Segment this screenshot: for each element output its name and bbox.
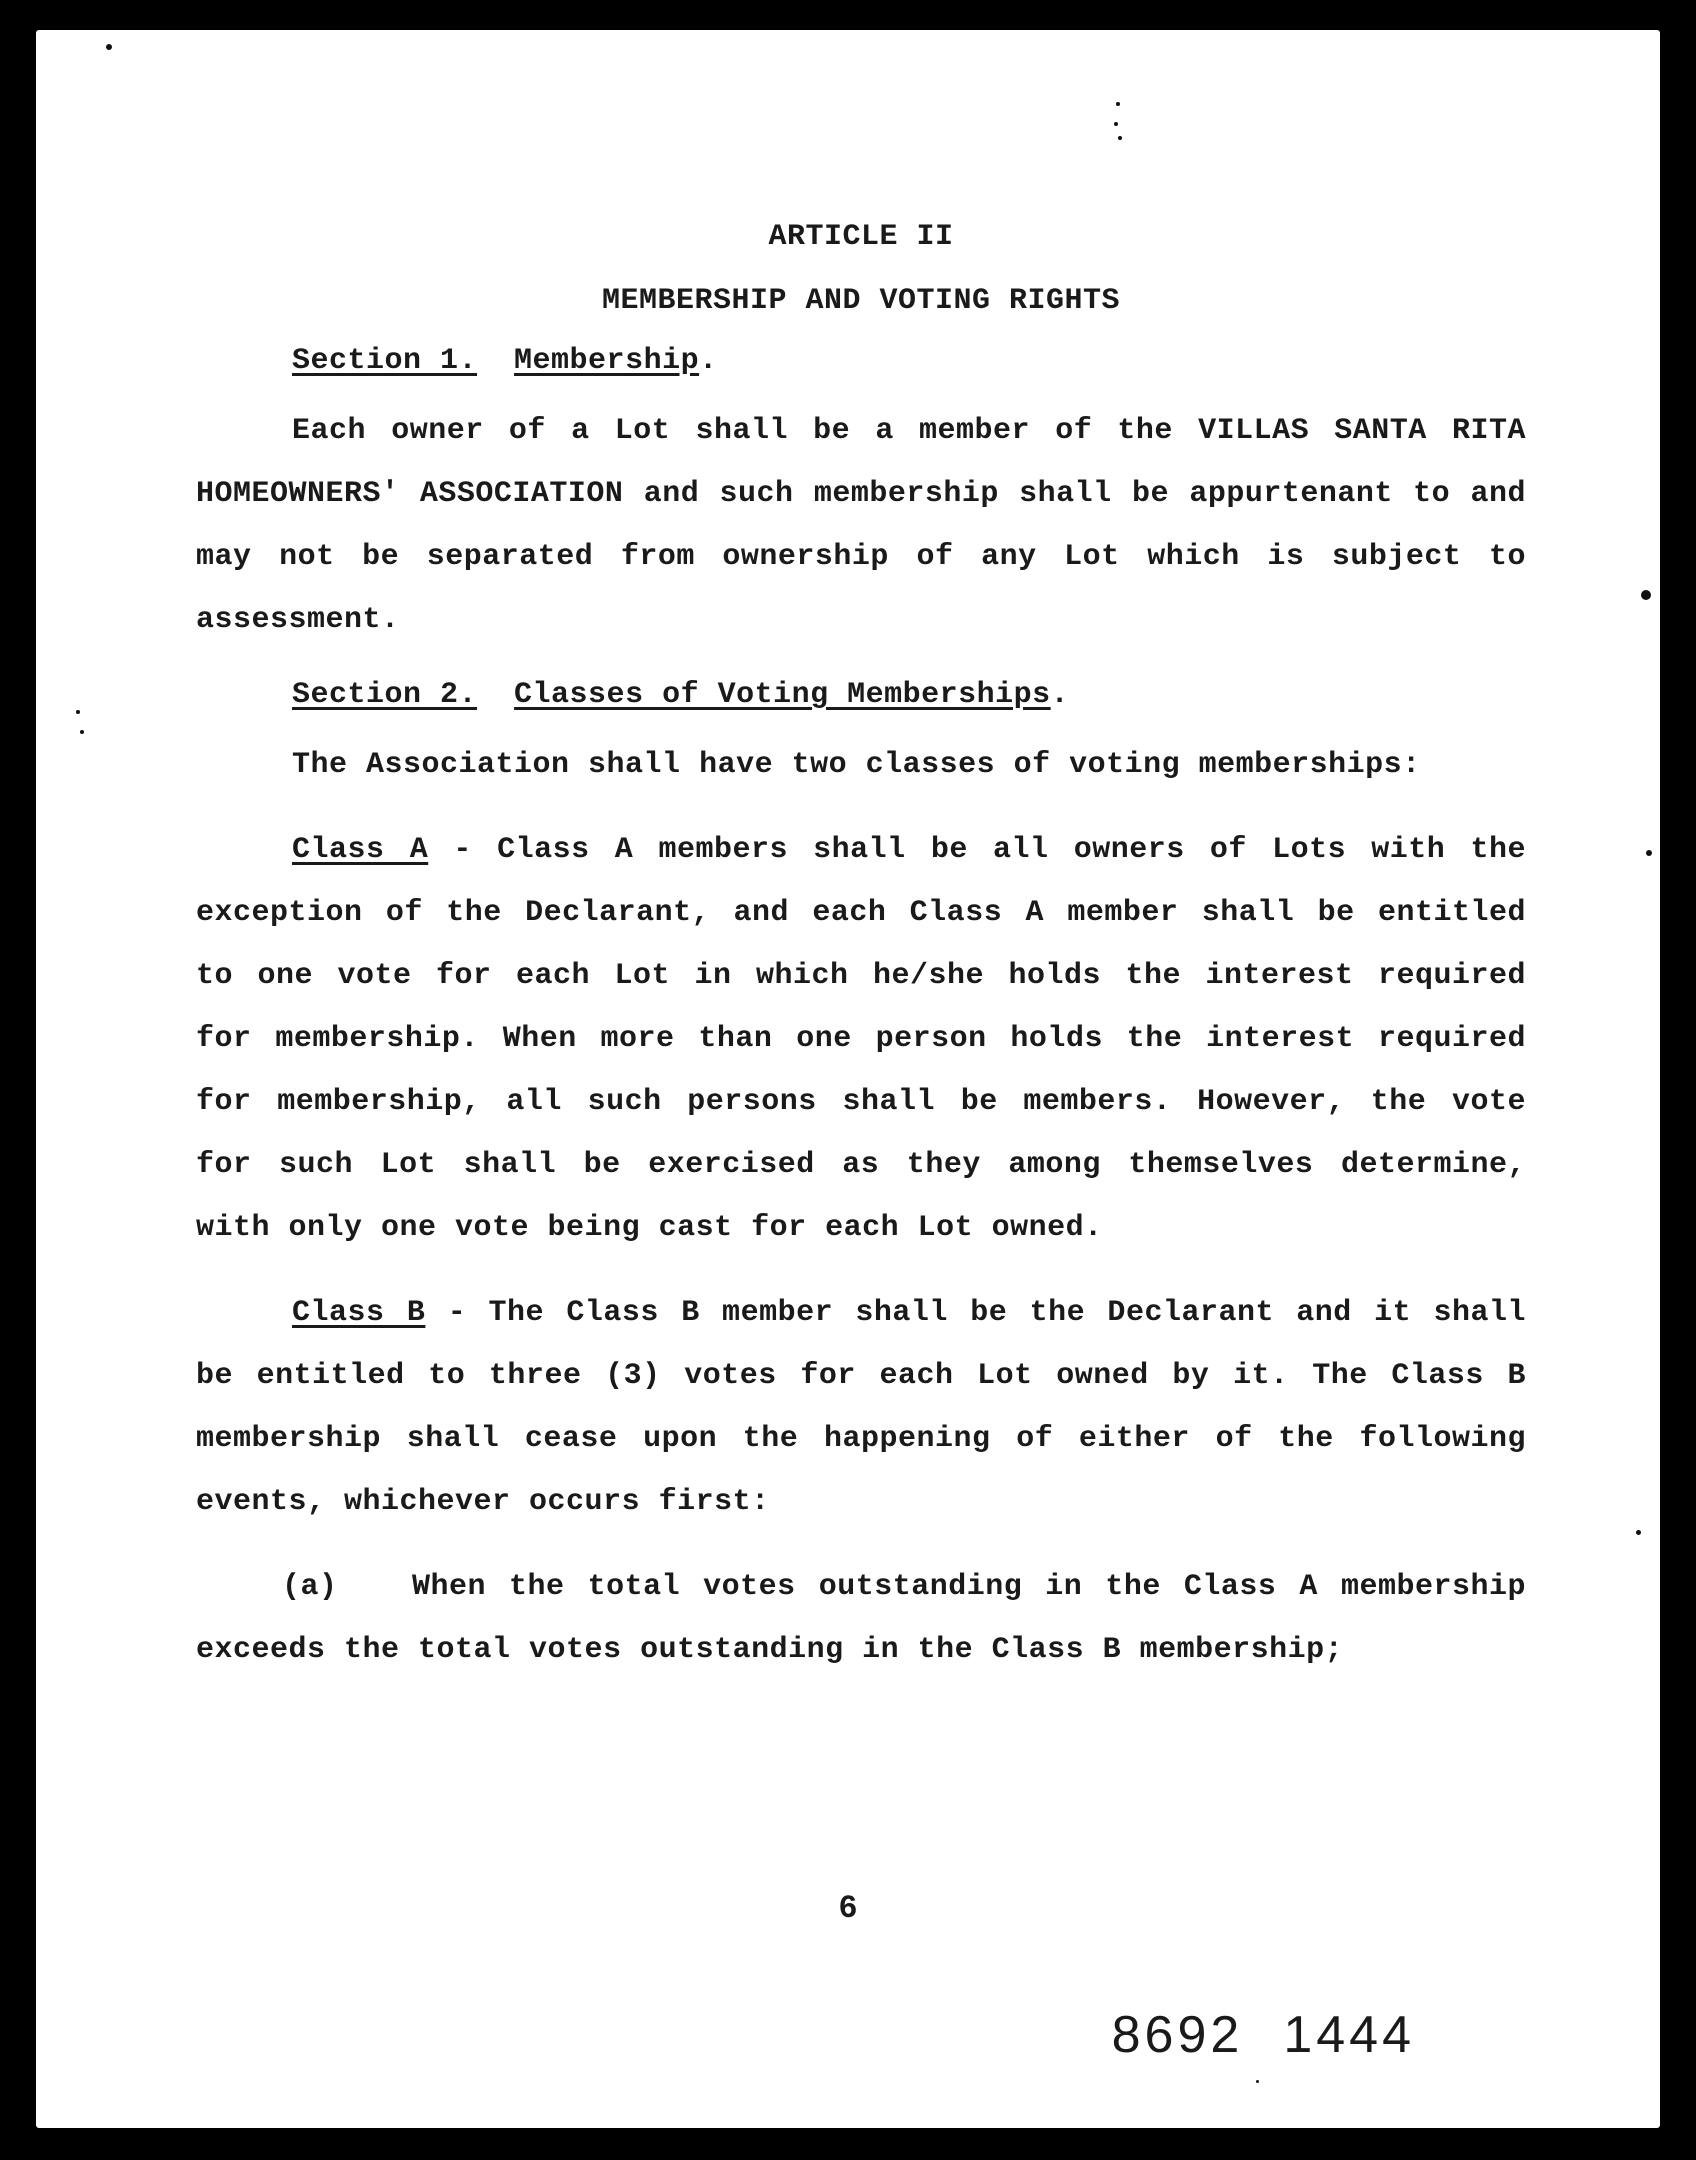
book-number: 8692 — [1111, 2006, 1244, 2064]
scan-speck — [1256, 2080, 1259, 2083]
scan-speck — [1646, 850, 1652, 856]
section-1-text: Each owner of a Lot shall be a member of the VILLAS SANTA RITA HOMEOWNERS' ASSOCIATION and such membership shall be appurtenant to and may not be separated from ownership of any Lot which is subject to assessment. — [196, 414, 1526, 637]
article-title: ARTICLE II — [768, 220, 954, 254]
class-b-text: - The Class B member shall be the Declarant and it shall be entitled to three (3) votes for each Lot owned by it. The Class B membership shall cease upon the happening of either of the following events, whichever occurs first: — [196, 1296, 1526, 1519]
item-a-label: (a) — [282, 1570, 338, 1604]
scan-speck — [76, 710, 80, 714]
section-1-number: Section 1. — [292, 344, 478, 378]
document-page — [36, 30, 1660, 2128]
scan-speck — [1641, 590, 1651, 600]
section-2-number: Section 2. — [292, 678, 478, 712]
class-b-label: Class B — [292, 1296, 426, 1330]
class-a-label: Class A — [292, 833, 429, 867]
section-1-title: Membership — [514, 344, 700, 378]
class-a-paragraph — [196, 819, 1526, 1260]
class-b-paragraph — [196, 1282, 1526, 1534]
section-2-intro: The Association shall have two classes of voting memberships: — [292, 748, 1421, 782]
article-subtitle: MEMBERSHIP AND VOTING RIGHTS — [601, 284, 1121, 318]
page-number: 6 — [838, 1890, 858, 1927]
document-body — [196, 190, 1526, 1682]
section-2-heading: Section 2. Classes of Voting Memberships. — [292, 678, 1070, 712]
scan-speck — [1636, 1530, 1641, 1535]
scan-speck — [106, 44, 112, 50]
section-2-title: Classes of Voting Memberships — [514, 678, 1051, 712]
scan-speck — [80, 730, 84, 734]
scan-speck — [1114, 122, 1118, 126]
recording-stamp — [1112, 2005, 1415, 2065]
scan-speck — [1118, 136, 1122, 140]
section-1-heading: Section 1. Membership. — [292, 344, 718, 378]
book-page-number: 1444 — [1283, 2006, 1415, 2064]
item-a-text: When the total votes outstanding in the Class A membership exceeds the total votes outstanding in the Class B membership; — [196, 1570, 1526, 1667]
scan-speck — [1116, 102, 1120, 106]
item-a-paragraph — [196, 1556, 1526, 1682]
class-a-text: - Class A members shall be all owners of Lots with the exception of the Declarant, and each Class A member shall be entitled to one vote for each Lot in which he/she holds the interest required for membership. When more than one person holds the interest required for membership, all such persons shall be members. However, the vote for such Lot shall be exercised as they among themselves determine, with only one vote being cast for each Lot owned. — [196, 833, 1526, 1245]
